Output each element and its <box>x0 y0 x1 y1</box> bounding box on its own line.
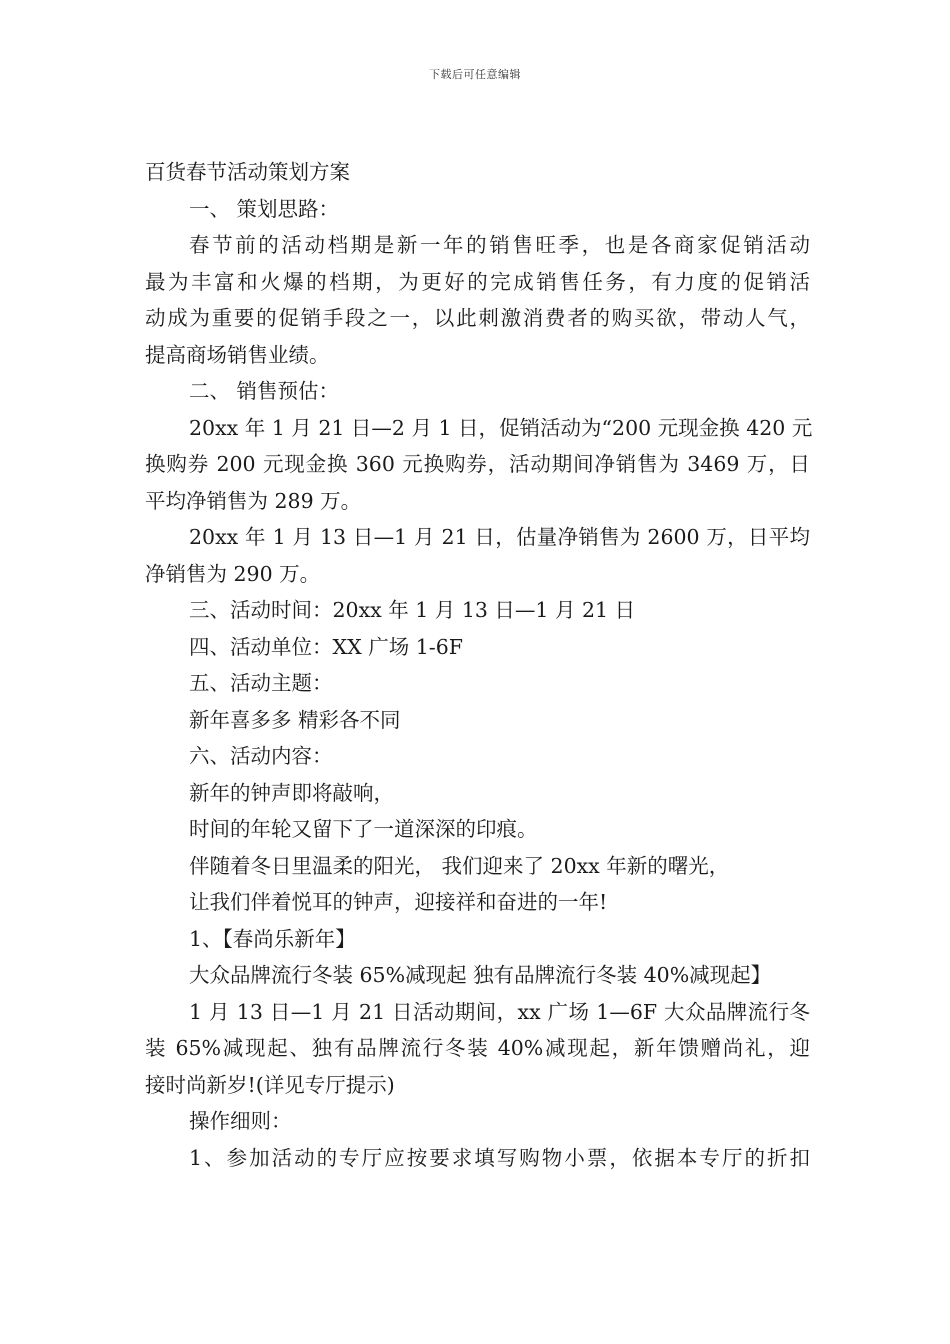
paragraph-line: 20xx 年 1 月 13 日—1 月 21 日，估量净销售为 2600 万，日平均 <box>189 525 810 549</box>
paragraph-line: 提高商场销售业绩。 <box>145 342 330 367</box>
document-body <box>145 154 813 1176</box>
paragraph-line: 换购券 200 元现金换 360 元换购券，活动期间净销售为 3469 万，日 <box>145 452 810 476</box>
verse-line: 伴随着冬日里温柔的阳光， 我们迎来了 20xx 年新的曙光， <box>189 853 730 878</box>
paragraph-line: 1 月 13 日—1 月 21 日活动期间，xx 广场 1—6F 大众品牌流行冬 <box>189 999 810 1024</box>
paragraph-line: 净销售为 290 万。 <box>145 561 321 586</box>
verse-line: 新年的钟声即将敲响， <box>189 780 394 805</box>
verse-line: 让我们伴着悦耳的钟声，迎接祥和奋进的一年! <box>189 890 608 914</box>
section-heading-activity-time: 三、活动时间：20xx 年 1 月 13 日—1 月 21 日 <box>189 598 636 622</box>
subsection-heading: 1、【春尚乐新年】 <box>189 926 356 951</box>
section-heading-activity-content: 六、活动内容： <box>189 744 333 768</box>
paragraph-line: 接时尚新岁!(详见专厅提示) <box>145 1072 395 1097</box>
section-heading-activity-unit: 四、活动单位：XX 广场 1-6F <box>189 634 463 659</box>
document-title: 百货春节活动策划方案 <box>145 160 350 184</box>
paragraph-line: 平均净销售为 289 万。 <box>145 488 362 513</box>
paragraph-line: 春节前的活动档期是新一年的销售旺季，也是各商家促销活动 <box>189 233 810 257</box>
header-note: 下载后可任意编辑 <box>429 68 521 81</box>
paragraph-line: 最为丰富和火爆的档期，为更好的完成销售任务，有力度的促销活 <box>145 269 810 294</box>
theme-text: 新年喜多多 精彩各不同 <box>189 707 401 732</box>
section-heading-planning-ideas: 一、 策划思路： <box>189 196 340 221</box>
section-heading-sales-estimate: 二、 销售预估： <box>189 379 340 403</box>
paragraph-line: 20xx 年 1 月 21 日—2 月 1 日，促销活动为“200 元现金换 420 元 <box>189 415 813 440</box>
subsection-heading-rules: 操作细则： <box>189 1109 292 1133</box>
paragraph-line: 动成为重要的促销手段之一，以此刺激消费者的购买欲，带动人气， <box>145 306 810 330</box>
promo-headline: 大众品牌流行冬装 65%减现起 独有品牌流行冬装 40%减现起】 <box>189 963 772 987</box>
paragraph-line: 1、参加活动的专厅应按要求填写购物小票，依据本专厅的折扣 <box>189 1145 810 1170</box>
section-heading-activity-theme: 五、活动主题： <box>189 671 333 695</box>
verse-line: 时间的年轮又留下了一道深深的印痕。 <box>189 817 538 841</box>
paragraph-line: 装 65%减现起、独有品牌流行冬装 40%减现起，新年馈赠尚礼，迎 <box>145 1036 810 1060</box>
